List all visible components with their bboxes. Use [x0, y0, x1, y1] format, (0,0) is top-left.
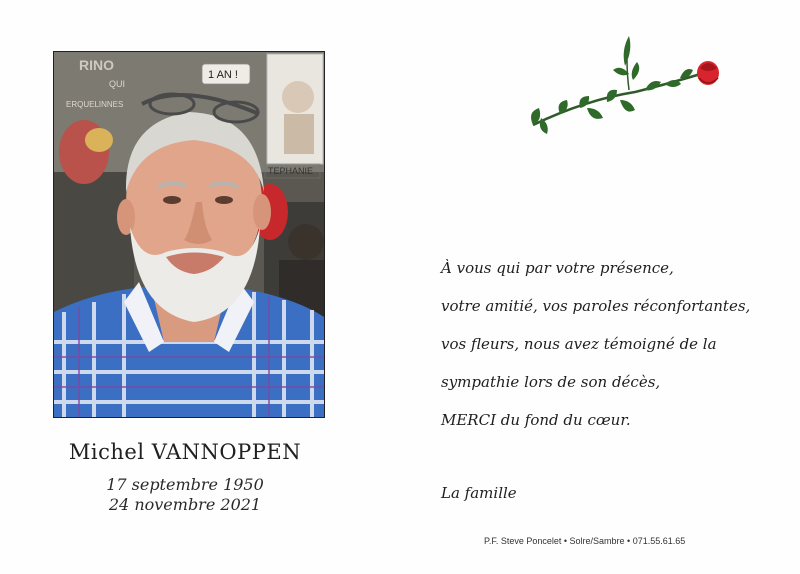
portrait-illustration: [54, 52, 324, 417]
portrait-photo: [53, 51, 325, 418]
message-line: sympathie lors de son décès,: [441, 373, 661, 391]
message-line: À vous qui par votre présence,: [441, 259, 674, 277]
death-date: 24 novembre 2021: [108, 495, 262, 514]
deceased-name: Michel VANNOPPEN: [68, 440, 302, 464]
family-signature: La famille: [441, 484, 517, 502]
funeral-home-footer: P.F. Steve Poncelet • Solre/Sambre • 071.55.61.65: [484, 536, 686, 546]
photo-caption-text: TEPHANIE: [268, 166, 314, 176]
message-line: votre amitié, vos paroles réconfortantes,: [441, 297, 751, 315]
message-line: MERCI du fond du cœur.: [441, 411, 631, 429]
background-sign-text: ERQUELINNES: [66, 100, 124, 109]
background-sign-text: RINO: [79, 57, 114, 73]
rose-icon: [525, 30, 725, 140]
birth-date: 17 septembre 1950: [106, 475, 264, 494]
message-line: vos fleurs, nous avez témoigné de la: [441, 335, 717, 353]
thank-you-message: [441, 256, 781, 446]
background-sign-text: QUI: [109, 79, 126, 89]
life-dates: [40, 475, 330, 515]
sign-text: 1 AN !: [208, 69, 238, 81]
